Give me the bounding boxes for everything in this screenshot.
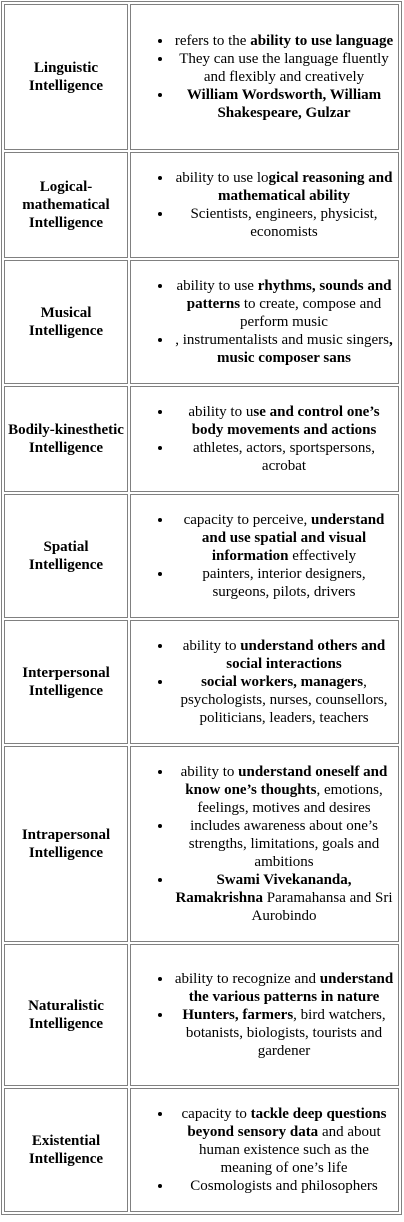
- bullet-point: [173, 637, 395, 673]
- intelligence-table: [1, 1, 402, 1215]
- text-segment: refers to the: [174, 33, 251, 49]
- text-segment: effectively: [288, 548, 357, 564]
- bullet-point: [173, 331, 395, 367]
- bold-text-segment: understand and use spatial and visual information: [201, 512, 385, 564]
- table-row: [4, 1088, 399, 1212]
- bullet-point: [173, 439, 395, 475]
- text-segment: , psychologists, nurses, counsellors, politicians, leaders, teachers: [180, 674, 388, 726]
- intelligence-name: Linguistic Intelligence: [4, 4, 128, 150]
- bullet-point: [173, 277, 395, 331]
- text-segment: Cosmologists and philosophers: [190, 1178, 378, 1194]
- table-row: [4, 620, 399, 744]
- text-segment: They can use the language fluently and flexibly and creatively: [179, 51, 389, 85]
- bold-text-segment: understand oneself and know one’s thoughts: [185, 764, 388, 798]
- bullet-point: [173, 763, 395, 817]
- bold-text-segment: gical reasoning and mathematical ability: [217, 170, 393, 204]
- bold-text-segment: se and control one’s body movements and actions: [191, 404, 380, 438]
- intelligence-description: [130, 260, 399, 384]
- intelligence-name: Musical Intelligence: [4, 260, 128, 384]
- table-row: [4, 494, 399, 618]
- bullet-point: [173, 86, 395, 122]
- bold-text-segment: rhythms, sounds and patterns: [186, 278, 392, 312]
- bold-text-segment: William Wordsworth, William Shakespeare, Gulzar: [186, 87, 382, 121]
- bullet-point: [173, 673, 395, 727]
- bullet-point: [173, 565, 395, 601]
- bold-text-segment: understand others and social interactions: [226, 638, 386, 672]
- intelligence-description: [130, 1088, 399, 1212]
- bold-text-segment: social workers, managers: [201, 674, 364, 690]
- text-segment: , emotions, feelings, motives and desires: [197, 782, 383, 816]
- bullet-list: [131, 1105, 398, 1195]
- bullet-list: [131, 763, 398, 925]
- text-segment: athletes, actors, sportspersons, acrobat: [192, 440, 376, 474]
- bullet-list: [131, 511, 398, 601]
- bold-text-segment: Swami Vivekananda, Ramakrishna: [175, 872, 352, 906]
- text-segment: ability to recognize and: [174, 971, 320, 987]
- table-row: [4, 260, 399, 384]
- text-segment: to create, compose and perform music: [240, 296, 382, 330]
- bold-text-segment: understand the various patterns in nature: [188, 971, 394, 1005]
- text-segment: , instrumentalists and music singers: [175, 332, 389, 348]
- text-segment: painters, interior designers, surgeons, pilots, drivers: [202, 566, 366, 600]
- intelligence-description: [130, 620, 399, 744]
- text-segment: Paramahansa and Sri Aurobindo: [251, 890, 393, 924]
- bullet-point: [173, 169, 395, 205]
- bullet-point: [173, 817, 395, 871]
- text-segment: includes awareness about one’s strengths, limitations, goals and ambitions: [188, 818, 380, 870]
- text-segment: ability to: [180, 764, 239, 780]
- intelligence-name: Logical-mathematical Intelligence: [4, 152, 128, 258]
- bullet-list: [131, 32, 398, 122]
- intelligence-description: [130, 746, 399, 942]
- intelligence-description: [130, 152, 399, 258]
- table-row: [4, 4, 399, 150]
- text-segment: capacity to perceive,: [183, 512, 312, 528]
- intelligence-name: Naturalistic Intelligence: [4, 944, 128, 1086]
- text-segment: and about human existence such as the meaning of one’s life: [199, 1124, 381, 1176]
- bold-text-segment: , music composer sans: [217, 332, 393, 366]
- bullet-list: [131, 403, 398, 475]
- bullet-point: [173, 511, 395, 565]
- table-row: [4, 746, 399, 942]
- bullet-point: [173, 1006, 395, 1060]
- table-row: [4, 152, 399, 258]
- text-segment: ability to use lo: [175, 170, 269, 186]
- bullet-list: [131, 637, 398, 727]
- intelligence-name: Existential Intelligence: [4, 1088, 128, 1212]
- text-segment: , bird watchers, botanists, biologists, tourists and gardener: [185, 1007, 386, 1059]
- table-row: [4, 386, 399, 492]
- intelligence-name: Interpersonal Intelligence: [4, 620, 128, 744]
- text-segment: capacity to: [181, 1106, 251, 1122]
- intelligence-description: [130, 494, 399, 618]
- bullet-point: [173, 871, 395, 925]
- intelligence-description: [130, 4, 399, 150]
- intelligence-name: Spatial Intelligence: [4, 494, 128, 618]
- table-row: [4, 944, 399, 1086]
- bullet-list: [131, 277, 398, 367]
- intelligence-description: [130, 386, 399, 492]
- bullet-point: [173, 32, 395, 50]
- text-segment: ability to: [182, 638, 241, 654]
- text-segment: ability to u: [188, 404, 254, 420]
- intelligence-table-body: [4, 4, 399, 1212]
- text-segment: Scientists, engineers, physicist, economists: [190, 206, 378, 240]
- bullet-point: [173, 970, 395, 1006]
- bullet-point: [173, 50, 395, 86]
- bullet-point: [173, 1105, 395, 1177]
- bullet-list: [131, 169, 398, 241]
- text-segment: ability to use: [176, 278, 258, 294]
- intelligence-name: Intrapersonal Intelligence: [4, 746, 128, 942]
- intelligence-name: Bodily-kinesthetic Intelligence: [4, 386, 128, 492]
- bullet-list: [131, 970, 398, 1060]
- intelligence-description: [130, 944, 399, 1086]
- bullet-point: [173, 1177, 395, 1195]
- bullet-point: [173, 403, 395, 439]
- bullet-point: [173, 205, 395, 241]
- bold-text-segment: tackle deep questions beyond sensory data: [187, 1106, 387, 1140]
- bold-text-segment: ability to use language: [250, 33, 394, 49]
- bold-text-segment: Hunters, farmers: [182, 1007, 294, 1023]
